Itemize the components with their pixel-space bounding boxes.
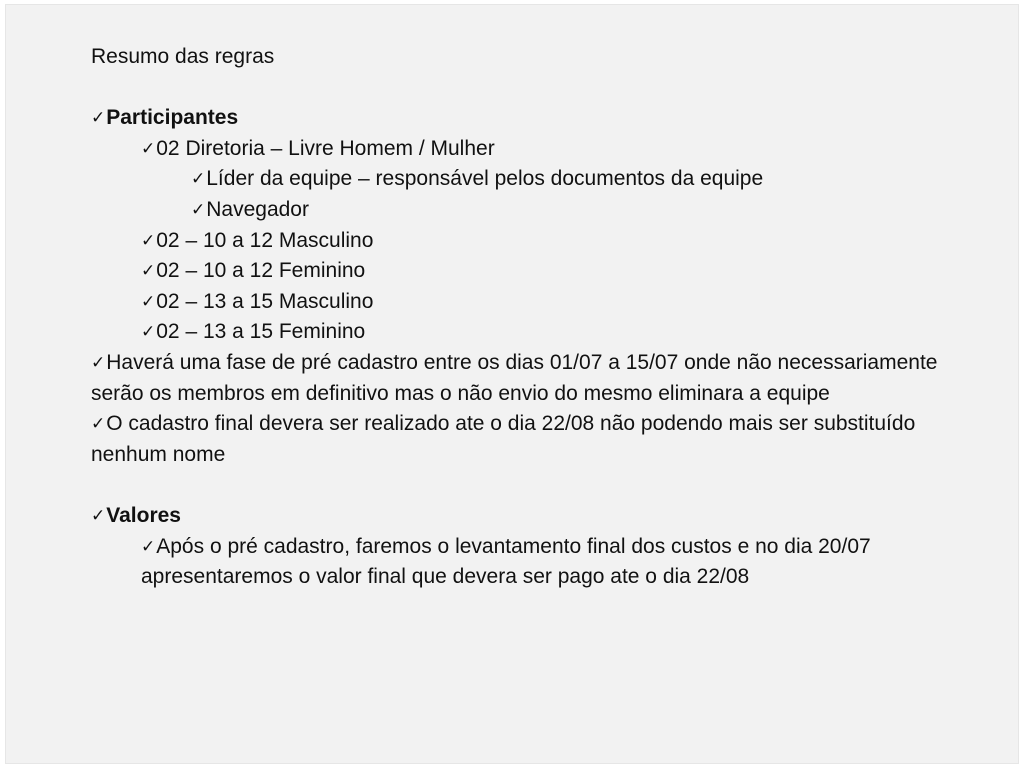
- bullet-navegador: [91, 195, 971, 226]
- valores-heading: Valores: [106, 503, 181, 527]
- slide-title: Resumo das regras: [91, 45, 275, 68]
- checkmark-icon: ✓: [141, 138, 156, 159]
- checkmark-icon: ✓: [141, 230, 156, 251]
- checkmark-icon: ✓: [141, 291, 156, 312]
- spacer: [91, 73, 971, 104]
- bullet-cadastro-final: [91, 409, 971, 470]
- checkmark-icon: ✓: [141, 322, 156, 343]
- bullet-diretoria: [91, 134, 971, 165]
- checkmark-icon: ✓: [191, 199, 206, 220]
- categoria-4-text: 02 – 13 a 15 Feminino: [156, 320, 366, 344]
- bullet-lider: [91, 164, 971, 195]
- categoria-3-text: 02 – 13 a 15 Masculino: [156, 289, 374, 313]
- bullet-categoria-2: [91, 256, 971, 287]
- lider-text: Líder da equipe – responsável pelos documentos da equipe: [206, 167, 764, 191]
- bullet-valores-texto: [91, 532, 971, 593]
- spacer: [91, 470, 971, 501]
- checkmark-icon: ✓: [91, 505, 106, 526]
- bullet-valores: [91, 501, 971, 532]
- bullet-categoria-3: [91, 287, 971, 318]
- checkmark-icon: ✓: [141, 261, 156, 282]
- diretoria-text: 02 Diretoria – Livre Homem / Mulher: [156, 136, 495, 160]
- participantes-heading: Participantes: [106, 106, 239, 130]
- categoria-2-text: 02 – 10 a 12 Feminino: [156, 259, 366, 283]
- checkmark-icon: ✓: [91, 414, 106, 435]
- slide: [6, 5, 1018, 763]
- cadastro-final-text: O cadastro final devera ser realizado ate o dia 22/08 não podendo mais ser substituído nenhum nome: [91, 412, 916, 466]
- categoria-1-text: 02 – 10 a 12 Masculino: [156, 228, 374, 252]
- pre-cadastro-text: Haverá uma fase de pré cadastro entre os dias 01/07 a 15/07 onde não necessariamente serão os membros em definitivo mas o não envio do mesmo eliminara a equipe: [91, 350, 938, 405]
- checkmark-icon: ✓: [91, 352, 106, 373]
- slide-content: [91, 42, 971, 593]
- valores-texto: Após o pré cadastro, faremos o levantamento final dos custos e no dia 20/07 apresentaremos o valor final que devera ser pago ate o dia 22/08: [141, 534, 871, 589]
- checkmark-icon: ✓: [141, 536, 156, 557]
- bullet-participantes: [91, 103, 971, 134]
- bullet-pre-cadastro: [91, 348, 971, 409]
- bullet-categoria-4: [91, 317, 971, 348]
- bullet-categoria-1: [91, 226, 971, 257]
- checkmark-icon: ✓: [91, 108, 106, 129]
- checkmark-icon: ✓: [191, 169, 206, 190]
- navegador-text: Navegador: [206, 197, 309, 221]
